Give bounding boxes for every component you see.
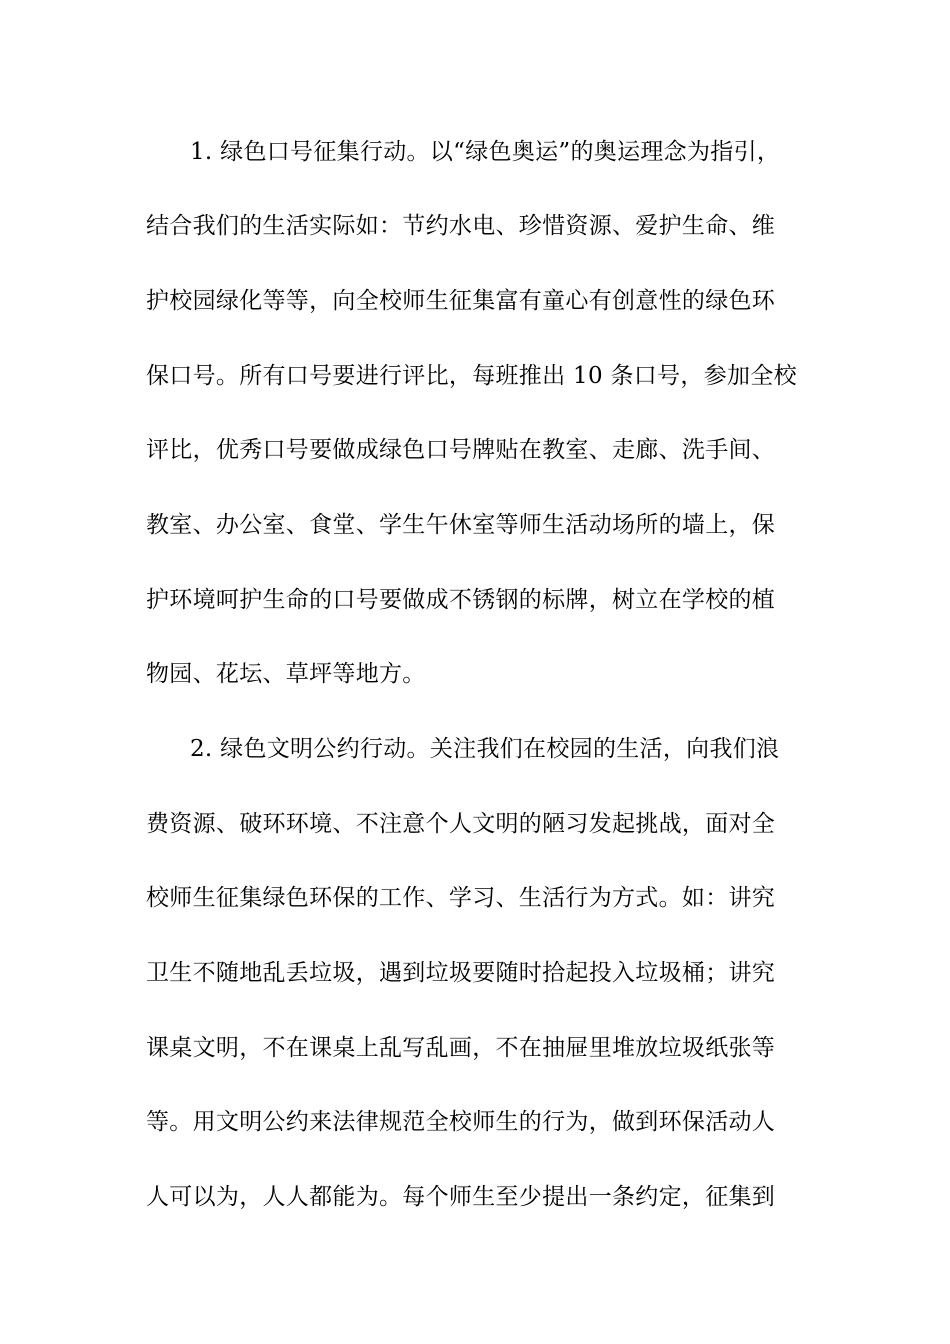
paragraph-1-line-6: 教室、办公室、食堂、学生午休室等师生活动场所的墙上，保 (146, 512, 776, 538)
paragraph-1-line-7: 护环境呵护生命的口号要做成不锈钢的标牌，树立在学校的植 (146, 587, 776, 613)
paragraph-2-line-1: 2. 绿色文明公约行动。关注我们在校园的生活，向我们浪 (190, 736, 780, 762)
paragraph-1-line-4: 保口号。所有口号要进行评比，每班推出 10 条口号，参加全校 (146, 363, 797, 389)
paragraph-2-line-5: 课桌文明，不在课桌上乱写乱画，不在抽屉里堆放垃圾纸张等 (146, 1035, 776, 1061)
paragraph-1-line-3: 护校园绿化等等，向全校师生征集富有童心有创意性的绿色环 (146, 288, 776, 314)
paragraph-2-line-4: 卫生不随地乱丢垃圾，遇到垃圾要随时拾起投入垃圾桶；讲究 (146, 960, 776, 986)
paragraph-1-line-2: 结合我们的生活实际如：节约水电、珍惜资源、爱护生命、维 (146, 213, 776, 239)
paragraph-1-line-1: 1. 绿色口号征集行动。以“绿色奥运”的奥运理念为指引， (190, 139, 781, 165)
paragraph-1-line-5: 评比，优秀口号要做成绿色口号牌贴在教室、走廊、洗手间、 (146, 437, 776, 463)
paragraph-2-line-2: 费资源、破环环境、不注意个人文明的陋习发起挑战，面对全 (146, 811, 776, 837)
paragraph-2-line-6: 等。用文明公约来法律规范全校师生的行为，做到环保活动人 (146, 1109, 776, 1135)
paragraph-1-line-8: 物园、花坛、草坪等地方。 (146, 661, 426, 687)
paragraph-2-line-3: 校师生征集绿色环保的工作、学习、生活行为方式。如：讲究 (146, 885, 776, 911)
paragraph-2-line-7: 人可以为，人人都能为。每个师生至少提出一条约定，征集到 (146, 1184, 776, 1210)
